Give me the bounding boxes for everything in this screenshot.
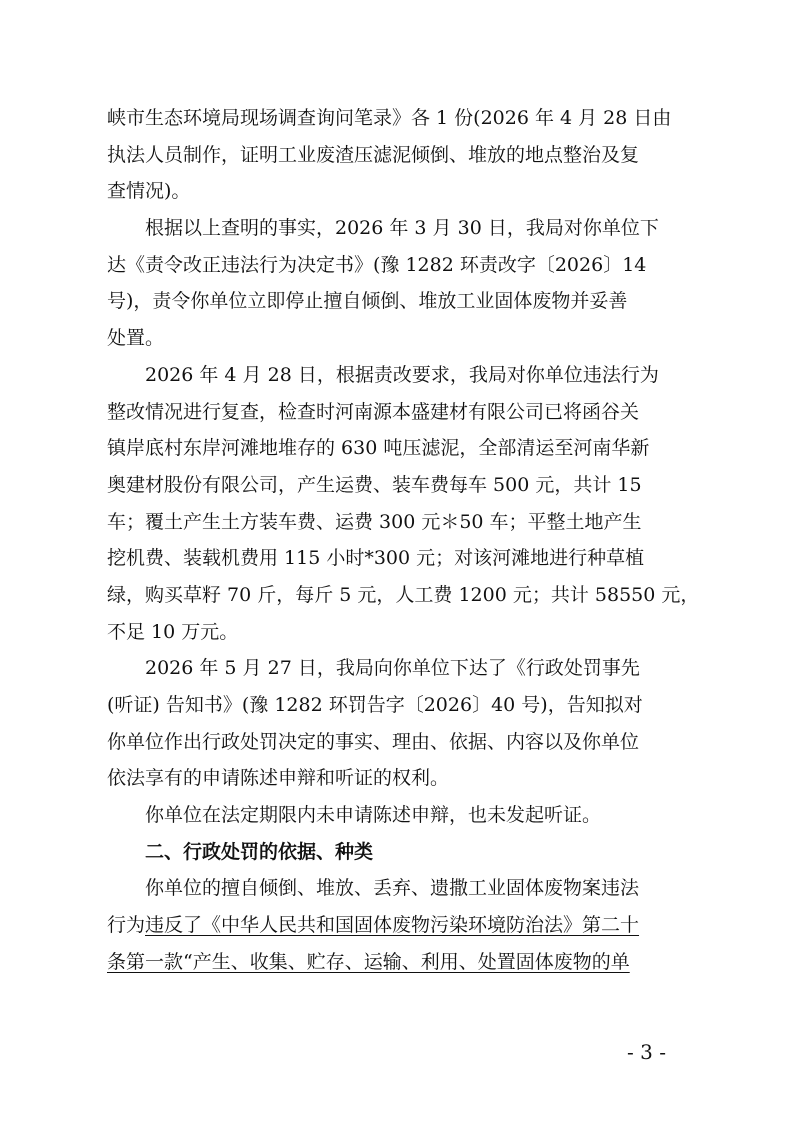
- text-line: 查情况)。: [107, 180, 191, 203]
- text-line: 不足 10 万元。: [107, 620, 239, 643]
- underlined-text-line: 条第一款“产生、收集、贮存、运输、利用、处置固体废物的单: [107, 950, 630, 973]
- text-line: 绿，购买草籽 70 斤，每斤 5 元，人工费 1200 元；共计 58550 元，: [107, 583, 700, 606]
- text-line: 达《责令改正违法行为决定书》(豫 1282 环责改字〔2026〕14: [107, 253, 647, 276]
- text-line-mixed: [107, 907, 694, 944]
- text-line: 挖机费、装载机费用 115 小时*300 元；对该河滩地进行种草植: [107, 547, 645, 570]
- text-line: 2026 年 4 月 28 日，根据责改要求，我局对你单位违法行为: [107, 363, 659, 386]
- text-line: 处置。: [107, 327, 165, 350]
- text-line: 你单位在法定期限内未申请陈述申辩，也未发起听证。: [107, 804, 602, 827]
- text-line: 依法享有的申请陈述申辩和听证的权利。: [107, 767, 450, 790]
- text-line: 你单位的擅自倾倒、堆放、丢弃、遗撒工业固体废物案违法: [107, 877, 640, 900]
- text-line: (听证) 告知书》(豫 1282 环罚告字〔2026〕40 号)，告知拟对: [107, 694, 643, 716]
- text-line: 奥建材股份有限公司，产生运费、装车费每车 500 元，共计 15: [107, 473, 642, 496]
- text-line: 根据以上查明的事实，2026 年 3 月 30 日，我局对你单位下: [107, 217, 659, 240]
- text-line: 你单位作出行政处罚决定的事实、理由、依据、内容以及你单位: [107, 730, 640, 753]
- page-number: - 3 -: [627, 1040, 666, 1064]
- text-segment: 行为: [107, 914, 146, 937]
- section-heading: 二、行政处罚的依据、种类: [107, 840, 374, 863]
- text-line: 峡市生态环境局现场调查询问笔录》各 1 份(2026 年 4 月 28 日由: [107, 107, 672, 129]
- text-line: 2026 年 5 月 27 日，我局向你单位下达了《行政处罚事先: [107, 657, 640, 680]
- text-line: 号)，责令你单位立即停止擅自倾倒、堆放工业固体废物并妥善: [107, 290, 628, 313]
- underlined-text: 违反了《中华人民共和国固体废物污染环境防治法》第二十: [145, 914, 640, 937]
- text-line: 镇岸底村东岸河滩地堆存的 630 吨压滤泥，全部清运至河南华新: [107, 437, 650, 460]
- text-line: 整改情况进行复查，检查时河南源本盛建材有限公司已将函谷关: [107, 400, 640, 423]
- text-line: 执法人员制作，证明工业废渣压滤泥倾倒、堆放的地点整治及复: [107, 143, 640, 166]
- document-body: [107, 100, 700, 981]
- text-line: 车；覆土产生土方装车费、运费 300 元＊50 车；平整土地产生: [107, 510, 642, 533]
